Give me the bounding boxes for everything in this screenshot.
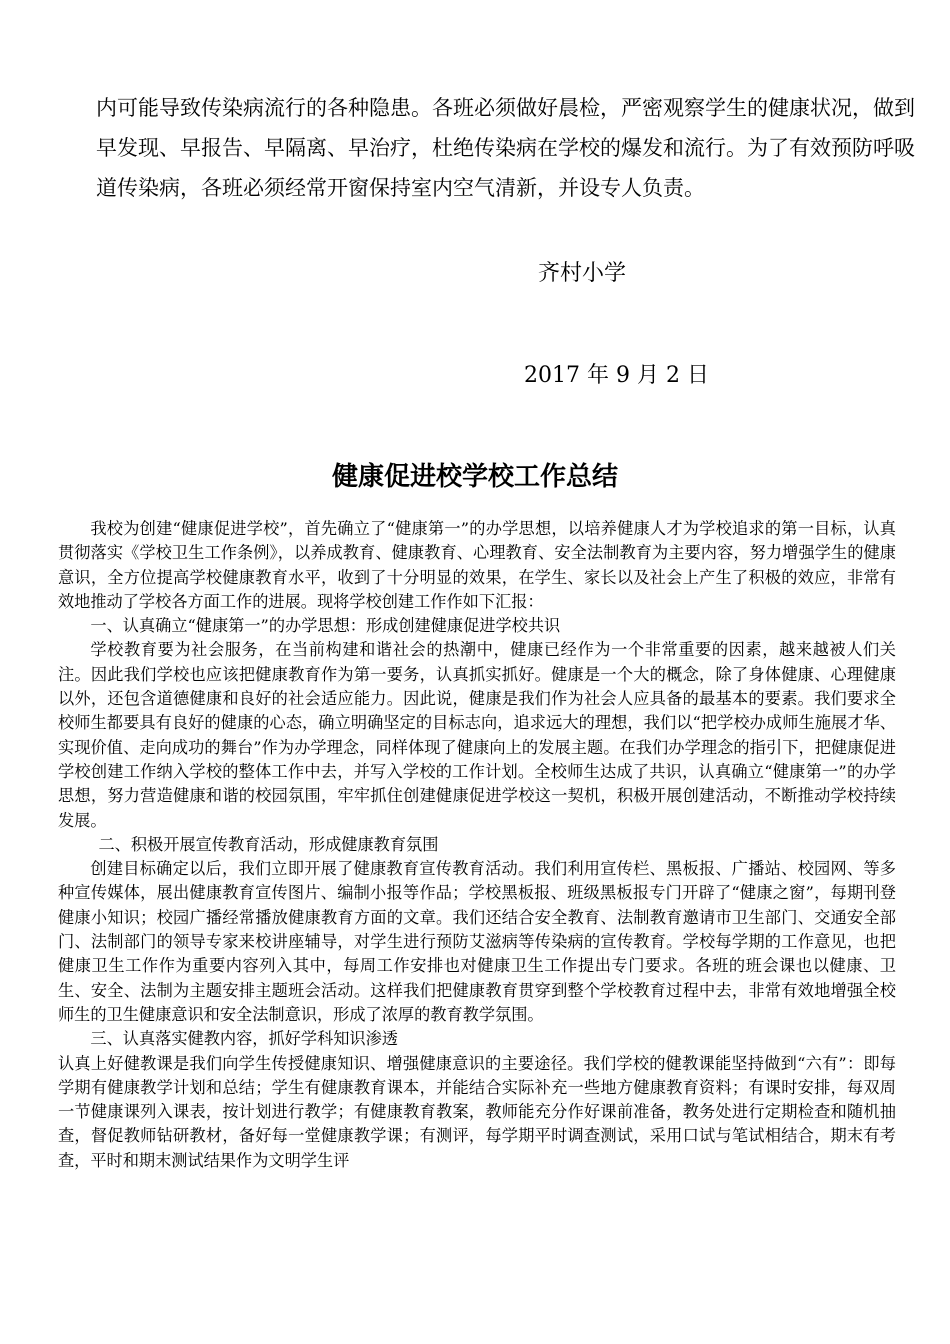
continued-paragraph: 内可能导致传染病流行的各种隐患。各班必须做好晨检，严密观察学生的健康状况，做到早发现、早报告、早隔离、早治疗，杜绝传染病在学校的爆发和流行。为了有效预防呼吸道传染病，各班必须经常开窗保持室内空气清新，并设专人负责。 (96, 96, 915, 200)
section-heading-2: 二、积极开展宣传教育活动，形成健康教育氛围 (98, 834, 439, 854)
document-title: 健康促进校学校工作总结 (331, 462, 618, 492)
section-heading-3: 三、认真落实健教内容，抓好学科知识渗透 (90, 1029, 398, 1049)
section-heading-1: 一、认真确立“健康第一”的办学思想：形成创建健康促进学校共识 (90, 616, 561, 636)
section-3-paragraph: 认真上好健教课是我们向学生传授健康知识、增强健康意识的主要途径。我们学校的健教课能坚持做到“六有”：即每学期有健康教学计划和总结；学生有健康教育课本，并能结合实际补充一些地方健康教育资料；有课时安排，每双周一节健康课列入课表，按计划进行教学；有健康教育教案，教师能充分作好课前准备，教务处进行定期检查和随机抽查，督促教师钻研教材，备好每一堂健康教学课；有测评，每学期平时调查测试，采用口试与笔试相结合，期末有考查，平时和期末测试结果作为文明学生评 (58, 1053, 896, 1170)
signature-school-name: 齐村小学 (538, 261, 627, 286)
signature-date: 2017 年 9 月 2 日 (524, 363, 709, 388)
intro-paragraph: 我校为创建“健康促进学校”，首先确立了“健康第一”的办学思想，以培养健康人才为学校追求的第一目标，认真贯彻落实《学校卫生工作条例》，以养成教育、健康教育、心理教育、安全法制教育为主要内容，努力增强学生的健康意识，全方位提高学校健康教育水平，收到了十分明显的效果，在学生、家长以及社会上产生了积极的效应，非常有效地推动了学校各方面工作的进展。现将学校创建工作作如下汇报： (58, 519, 896, 611)
document-body (58, 517, 896, 1173)
section-1-paragraph: 学校教育要为社会服务，在当前构建和谐社会的热潮中，健康已经作为一个非常重要的因素，越来越被人们关注。因此我们学校也应该把健康教育作为第一要务，认真抓实抓好。健康是一个大的概念，除了身体健康、心理健康以外，还包含道德健康和良好的社会适应能力。因此说，健康是我们作为社会人应具备的最基本的要素。我们要求全校师生都要具有良好的健康的心态，确立明确坚定的目标志向，追求远大的理想，我们以“把学校办成师生施展才华、实现价值、走向成功的舞台”作为办学理念，同样体现了健康向上的发展主题。在我们办学理念的指引下，把健康促进学校创建工作纳入学校的整体工作中去，并写入学校的工作计划。全校师生达成了共识，认真确立“健康第一”的办学思想，努力营造健康和谐的校园氛围，牢牢抓住创建健康促进学校这一契机，积极开展创建活动，不断推动学校持续发展。 (58, 640, 896, 830)
section-2-paragraph: 创建目标确定以后，我们立即开展了健康教育宣传教育活动。我们利用宣传栏、黑板报、广播站、校园网、等多种宣传媒体，展出健康教育宣传图片、编制小报等作品；学校黑板报、班级黑板报专门开辟了“健康之窗”，每期刊登健康小知识；校园广播经常播放健康教育方面的文章。我们还结合安全教育、法制教育邀请市卫生部门、交通安全部门、法制部门的领导专家来校讲座辅导，对学生进行预防艾滋病等传染病的宣传教育。学校每学期的工作意见，也把健康卫生工作作为重要内容列入其中，每周工作安排也对健康卫生工作提出专门要求。各班的班会课也以健康、卫生、安全、法制为主题安排主题班会活动。这样我们把健康教育贯穿到整个学校教育过程中去，非常有效地增强全校师生的卫生健康意识和安全法制意识，形成了浓厚的教育教学氛围。 (58, 859, 896, 1024)
